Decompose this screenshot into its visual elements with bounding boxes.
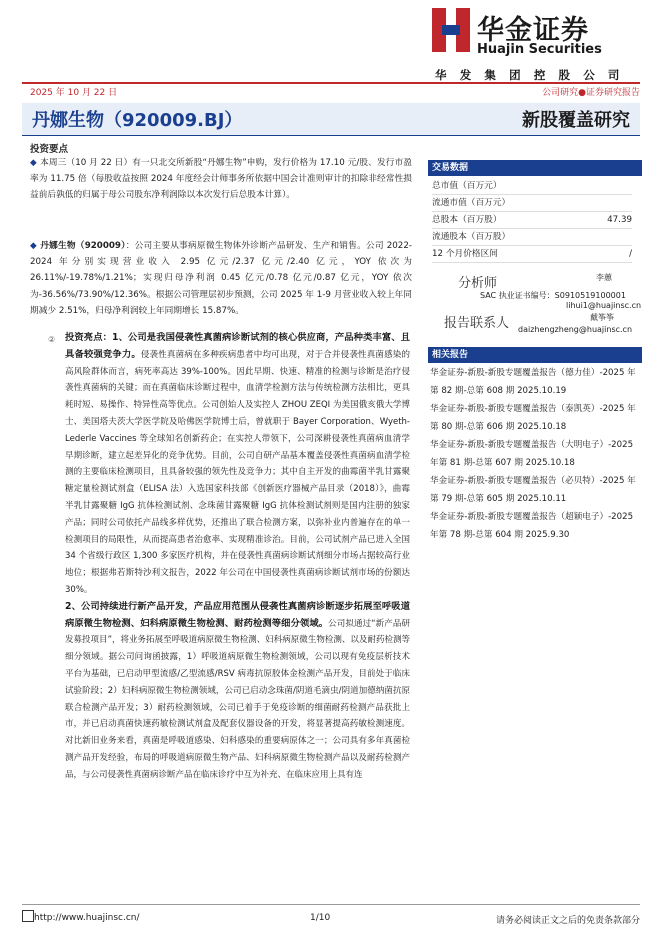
trade-row: 总股本（百万股） 47.39 — [432, 212, 632, 229]
section-heading: 投资要点 — [30, 144, 69, 155]
contact-name: 戴筝筝 — [590, 313, 614, 322]
highlight-heading-2: 2、公司持续进行新产品开发，产品应用范围从侵袭性真菌病诊断逐步拓展至呼吸道病原微生物检测、妇科病原微生物检测、耐药检测等细分领域。 — [65, 600, 410, 629]
trade-row: 总市值（百万元） — [432, 178, 632, 195]
trade-row: 12 个月价格区间 / — [432, 246, 632, 263]
report-category: 公司研究●证券研究报告 — [542, 88, 640, 98]
related-report-item[interactable]: 华金证券-新股-新股专题覆盖报告（超颖电子）-2025 年第 78 期-总第 604 期 2025.9.30 — [430, 512, 634, 540]
trade-data-header: 交易数据 — [428, 160, 642, 176]
analyst-label: 分析师 — [458, 276, 498, 291]
analyst-sac: SAC 执业证书编号：S0910519100001 — [480, 291, 626, 300]
header-divider — [22, 82, 640, 84]
contact-label: 报告联系人 — [444, 316, 510, 331]
stock-title: 丹娜生物（920009.BJ） — [32, 110, 243, 131]
highlight-heading-1: 投资亮点：1、公司是我国侵袭性真菌病诊断试剂的核心供应商，产品种类丰富、且具备较强竞争力。 — [65, 332, 410, 360]
report-date: 2025 年 10 月 22 日 — [30, 88, 118, 98]
qr-code-icon — [22, 910, 34, 922]
report-type: 新股覆盖研究 — [522, 110, 630, 131]
bullet-icon: ◆ — [30, 241, 37, 251]
trade-row: 流通市值（百万元） — [432, 195, 632, 212]
contact-email: daizhengzheng@huajinsc.cn — [518, 325, 633, 334]
bullet-icon: ◆ — [30, 158, 37, 168]
paragraph-highlights: 投资亮点：1、公司是我国侵袭性真菌病诊断试剂的核心供应商，产品种类丰富、且具备较强竞争力。侵袭性真菌病在多种疾病患者中均可出现，对于合并侵袭性真菌感染的高风险群体而言，病死率高达 39%-100%。因此早期、快速、精准的检测与诊断是治疗侵袭性真菌病的关键；而在真菌临床诊断过程中，血清学检测方法与传统检测方法相比，更具耗时短、易操作、特异性高等优点。公司创始人及实控人 ZHOU ZEQI 为美国俄亥俄大学博士、美国塔夫茨大学医学院及哈佛医学院博士后，曾就职于 Bayer Corporation、Wyeth-Lederle Vaccines 等全球知名创新药企；在实控人带领下，公司深耕侵袭性真菌病血清学早期诊断，建立起差异化的竞争优势。目前，公司自研产品基本覆盖侵袭性真菌病血清学检测的主要临床检测项目，且具备较强的领先性及竞争力；其中自主开发的曲霉菌半乳甘露聚糖定量检测试剂盒（ELISA 法）入选国家科技部《创新医疗器械产品目录（2018）》，曲霉半乳甘露聚糖 IgG 抗体检测试剂、念珠菌甘露聚糖 IgG 抗体检测试剂则是国内注册的独家产品；同时公司依托产品线多样优势，还推出了联合检测方案，以弥补业内普遍存在的单一检测项目的局限性，从而提高患者治愈率、实现精准诊治。目前，公司试剂产品已进入全国 34 个省级行政区 1,300 多家医疗机构，并在侵袭性真菌病诊断试剂细分市场占据较高行业地位；根据弗若斯特沙利文报告，2022 年公司在中国侵袭性真菌病诊断试剂市场的份额达 30%。 2、公司持续进行新产品开发，产品应用范围从侵袭性真菌病诊断逐步拓展至呼吸道病原微生物检测、妇科病原微生物检测、耐药检测等细分领域。公司拟通过“新产品研发募投项目”，将业务拓展至呼吸道病原微生物检测、妇科病原微生物检测、以及耐药检测等细分领域。据公司问询函披露，1）呼吸道病原微生物检测领域，公司以现有免疫层析技术平台为基础，已启动甲型流感/乙型流感/RSV 病毒抗原胶体金检测产品开发，目前处于临床试验阶段；2）妇科病原微生物检测领域，公司已启动念珠菌/阴道毛滴虫/阴道加德纳菌抗原联合检测产品开发；3）耐药检测领域，公司已着手于免疫诊断的细菌耐药检测产品获批上市，并已启动真菌快速药敏检测试剂盒及配套仪器设备的开发，将显著提高药敏检测速度。对比新旧业务来看，真菌是呼吸道感染、妇科感染的重要病原体之一；公司具有多年真菌检测产品开发经验，布局的呼吸道病原微生物产品、妇科病原微生物检测产品以及耐药检测产品，与公司侵袭性真菌病诊断产品在临床诊疗中互为补充、在临床应用上具有连 — [65, 332, 410, 780]
related-reports-header: 相关报告 — [428, 347, 642, 363]
related-report-item[interactable]: 华金证券-新股-新股专题覆盖报告（大明电子）-2025 年第 81 期-总第 607 期 2025.10.18 — [430, 440, 634, 468]
related-report-item[interactable]: 华金证券-新股-新股专题覆盖报告（德力佳）-2025 年第 82 期-总第 608 期 2025.10.19 — [430, 368, 636, 396]
paragraph-ipo-info: ◆ 本周三（10 月 22 日）有一只北交所新股“丹娜生物”申购，发行价格为 17.10 元/股、发行市盈率为 11.75 倍（每股收益按照 2024 年度经会计师事务所依据中国会计准则审计的扣除非经常性损益前后孰低的归属于母公司股东净利润除以本次发行后总股本计算）。 — [30, 155, 412, 204]
footer-disclaimer: 请务必阅读正文之后的免责条款部分 — [495, 916, 640, 926]
huajin-logo-icon — [432, 8, 470, 52]
paragraph-company-overview: ◆ 丹娜生物（920009）：公司主要从事病原微生物体外诊断产品研发、生产和销售。公司 2022-2024 年分别实现营业收入 2.95 亿元/2.37 亿元/2.40 亿元，YOY 依次为 26.11%/-19.78%/1.21%；实现归母净利润 0.45 亿元/0.78 亿元/0.87 亿元，YOY 依次为-36.56%/73.90%/12.36%。根据公司管理层初步预测，公司 2025 年 1-9 月营业收入较上年同期减少 2.51%，归母净利润较上年同期增长 15.87%。 — [30, 238, 412, 319]
footer-divider — [22, 904, 640, 905]
logo-text-cn: 华金证券 — [477, 15, 589, 46]
related-report-item[interactable]: 华金证券-新股-新股专题覆盖报告（必贝特）-2025 年第 79 期-总第 605 期 2025.10.11 — [430, 476, 636, 504]
analyst-email: lihui1@huajinsc.cn — [566, 301, 642, 310]
circle-marker: ② — [48, 335, 56, 344]
related-report-item[interactable]: 华金证券-新股-新股专题覆盖报告（泰凯英）-2025 年第 80 期-总第 606 期 2025.10.18 — [430, 404, 636, 432]
page-number: 1/10 — [310, 913, 331, 923]
group-tagline: 华 发 集 团 控 股 公 司 — [435, 68, 625, 82]
footer-url[interactable]: http://www.huajinsc.cn/ — [34, 913, 140, 923]
trade-row: 流通股本（百万股） — [432, 229, 632, 246]
analyst-name: 李蕙 — [596, 273, 612, 282]
logo-text-en: Huajin Securities — [477, 42, 602, 57]
